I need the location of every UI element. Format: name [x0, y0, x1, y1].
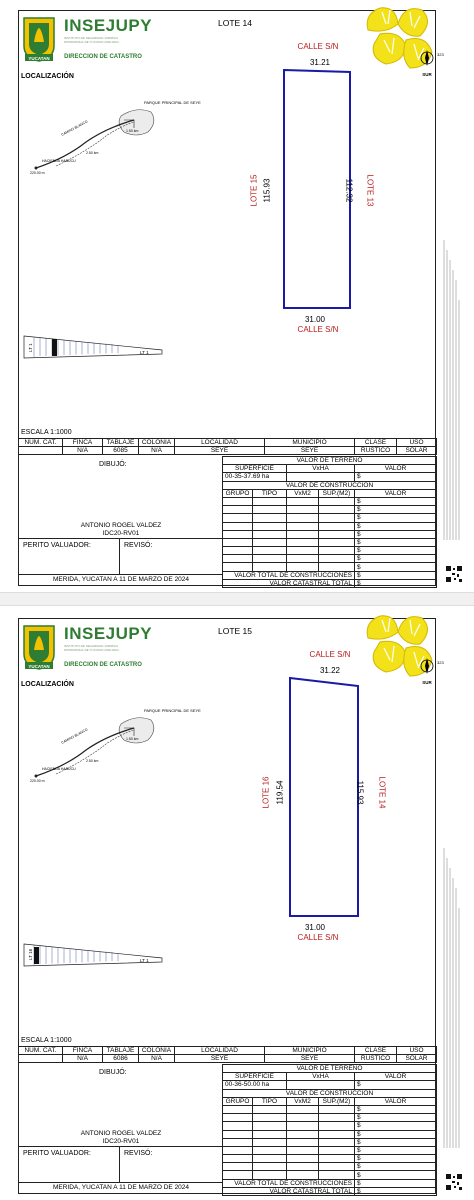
org-subtitle: INSTITUTO DE SEGURIDAD JURIDICA PATRIMONIAL DE YUCATAN 2018-2024 — [64, 644, 119, 652]
total-construcciones-label: VALOR TOTAL DE CONSTRUCCIONES — [223, 571, 355, 579]
issue-date: MERIDA, YUCATAN A 11 DE MARZO DE 2024 — [52, 1184, 190, 1191]
table-cell — [223, 1105, 253, 1113]
svg-text:HACIENDA HABUCU: HACIENDA HABUCU — [42, 767, 76, 771]
table-cell — [319, 1105, 355, 1113]
qr-code-icon — [446, 1174, 462, 1190]
vertical-signature-strip — [440, 648, 462, 1148]
construccion-value: $ — [355, 522, 437, 530]
valor-value: $ — [355, 473, 437, 481]
table-cell — [253, 547, 287, 555]
table-cell — [253, 497, 287, 505]
table-cell — [253, 1105, 287, 1113]
street-bottom-label: CALLE S/N — [297, 933, 339, 942]
org-subtitle: INSTITUTO DE SEGURIDAD JURIDICA PATRIMONIAL DE YUCATAN 2018-2024 — [64, 36, 119, 44]
valor-header: VALOR — [355, 465, 437, 473]
valor-terreno-header: VALOR DE TERRENO — [223, 1065, 437, 1073]
table-cell — [253, 1163, 287, 1171]
drafter-name: ANTONIO ROGEL VALDEZ IDC20-RV01 — [80, 1130, 162, 1145]
table-cell — [223, 1155, 253, 1163]
valor-catastral-label: VALOR CATASTRAL TOTAL — [223, 579, 355, 587]
svg-text:323: 323 — [437, 52, 444, 57]
header-cell: TABLAJE — [103, 439, 139, 447]
construccion-value: $ — [355, 555, 437, 563]
table-cell — [223, 506, 253, 514]
value-cell: SEYE — [175, 1055, 265, 1063]
header-cell: NUM. CAT. — [19, 1047, 63, 1055]
street-top-label: CALLE S/N — [309, 650, 351, 659]
localizacion-label: LOCALIZACIÓN — [21, 73, 74, 80]
lote-right-label: LOTE 14 — [377, 776, 387, 809]
value-cell: N/A — [63, 447, 103, 455]
table-cell — [287, 1114, 319, 1122]
lote-left-label: LOTE 15 — [249, 174, 259, 207]
construccion-value: $ — [355, 1130, 437, 1138]
svg-text:YUCATAN: YUCATAN — [28, 56, 50, 61]
table-cell — [287, 1146, 319, 1154]
table-cell — [287, 1122, 319, 1130]
dimension-left: 119.54 — [275, 780, 285, 805]
construccion-column-header: VALOR — [355, 1097, 437, 1105]
valor-catastral-value: $ — [355, 1187, 437, 1195]
construccion-value: $ — [355, 530, 437, 538]
valuation-table — [222, 456, 437, 588]
dimension-right: 115.93 — [355, 780, 365, 805]
cadastral-sheet-lote-14 — [0, 0, 474, 590]
table-cell — [287, 530, 319, 538]
cadastral-sheet-lote-15 — [0, 608, 474, 1198]
org-department: DIRECCION DE CATASTRO — [64, 54, 142, 60]
table-cell — [287, 555, 319, 563]
dimension-right: 112.32 — [344, 178, 354, 203]
svg-text:220.00 m: 220.00 m — [30, 171, 45, 175]
table-cell — [319, 514, 355, 522]
table-cell — [253, 1122, 287, 1130]
value-cell: 6086 — [103, 1055, 139, 1063]
table-cell — [223, 1138, 253, 1146]
valor-catastral-value: $ — [355, 579, 437, 587]
svg-text:323: 323 — [437, 660, 444, 665]
value-cell — [19, 447, 63, 455]
value-cell: 6085 — [103, 447, 139, 455]
value-cell: SEYE — [265, 1055, 355, 1063]
value-cell: N/A — [63, 1055, 103, 1063]
construccion-value: $ — [355, 1114, 437, 1122]
construccion-column-header: SUP.(M2) — [319, 1097, 355, 1105]
lote-title: LOTE 15 — [217, 626, 253, 636]
svg-text:CAMINO BLANCO: CAMINO BLANCO — [60, 727, 89, 745]
svg-text:SUR: SUR — [422, 680, 432, 685]
construccion-column-header: VxM2 — [287, 489, 319, 497]
table-cell — [287, 1130, 319, 1138]
perito-valuador-label: PERITO VALUADOR: — [23, 542, 91, 549]
header-cell: NUM. CAT. — [19, 439, 63, 447]
table-cell — [223, 547, 253, 555]
table-cell — [223, 538, 253, 546]
construccion-value: $ — [355, 497, 437, 505]
street-bottom-label: CALLE S/N — [297, 325, 339, 334]
construccion-value: $ — [355, 1146, 437, 1154]
construccion-value: $ — [355, 1105, 437, 1113]
valor-construccion-header: VALOR DE CONSTRUCCION — [223, 481, 437, 489]
table-cell — [319, 555, 355, 563]
table-cell — [253, 1130, 287, 1138]
svg-text:LT 16: LT 16 — [28, 948, 33, 960]
table-cell — [223, 1146, 253, 1154]
table-cell — [319, 1146, 355, 1154]
compass-icon — [418, 44, 444, 86]
lote-right-label: LOTE 13 — [365, 174, 375, 207]
page-separator — [0, 592, 474, 606]
dimension-left: 115.93 — [262, 178, 272, 203]
table-cell — [253, 514, 287, 522]
scale-label: ESCALA 1:1000 — [21, 429, 72, 436]
table-cell — [287, 1105, 319, 1113]
table-cell — [319, 522, 355, 530]
table-cell — [287, 497, 319, 505]
table-cell — [319, 506, 355, 514]
value-cell: N/A — [139, 447, 175, 455]
header-cell: CLASE — [355, 439, 397, 447]
svg-text:PARQUE PRINCIPAL DE SEYE: PARQUE PRINCIPAL DE SEYE — [144, 708, 201, 713]
construccion-value: $ — [355, 538, 437, 546]
issue-date: MERIDA, YUCATAN A 11 DE MARZO DE 2024 — [52, 576, 190, 583]
svg-text:LT 1: LT 1 — [140, 958, 149, 963]
table-cell — [223, 1171, 253, 1179]
qr-code-icon — [446, 566, 462, 582]
table-cell — [253, 1138, 287, 1146]
valor-header: VALOR — [355, 1073, 437, 1081]
table-cell — [319, 1114, 355, 1122]
dibujo-label: DIBUJÓ: — [99, 461, 127, 468]
table-cell — [319, 1130, 355, 1138]
superficie-header: SUPERFICIE — [223, 465, 287, 473]
construccion-column-header: VALOR — [355, 489, 437, 497]
cadastral-header-table — [18, 438, 437, 455]
table-cell — [253, 1171, 287, 1179]
table-cell — [287, 522, 319, 530]
construccion-column-header: TIPO — [253, 489, 287, 497]
table-cell — [319, 538, 355, 546]
construccion-value: $ — [355, 1163, 437, 1171]
construccion-value: $ — [355, 1138, 437, 1146]
table-cell — [287, 547, 319, 555]
scale-label: ESCALA 1:1000 — [21, 1037, 72, 1044]
table-cell — [253, 506, 287, 514]
vertical-signature-strip — [440, 40, 462, 540]
table-cell — [319, 1122, 355, 1130]
table-cell — [253, 522, 287, 530]
superficie-header: SUPERFICIE — [223, 1073, 287, 1081]
table-cell — [223, 1114, 253, 1122]
street-top-label: CALLE S/N — [297, 42, 339, 51]
table-cell — [319, 1138, 355, 1146]
value-cell: RUSTICO — [355, 1055, 397, 1063]
valor-catastral-label: VALOR CATASTRAL TOTAL — [223, 1187, 355, 1195]
valor-value: $ — [355, 1081, 437, 1089]
table-cell — [223, 497, 253, 505]
org-name: INSEJUPY — [64, 16, 153, 35]
org-department: DIRECCION DE CATASTRO — [64, 662, 142, 668]
reviso-label: REVISÓ: — [124, 1150, 153, 1157]
table-cell — [319, 1163, 355, 1171]
table-cell — [287, 1163, 319, 1171]
svg-text:2.50 km: 2.50 km — [86, 759, 99, 763]
construccion-value: $ — [355, 1171, 437, 1179]
cadastral-header-table — [18, 1046, 437, 1063]
perito-valuador-label: PERITO VALUADOR: — [23, 1150, 91, 1157]
table-cell — [223, 555, 253, 563]
valuation-table — [222, 1064, 437, 1196]
drafter-name: ANTONIO ROGEL VALDEZ IDC20-RV01 — [80, 522, 162, 537]
compass-icon — [418, 652, 444, 694]
svg-text:LT 1: LT 1 — [28, 343, 33, 352]
org-name: INSEJUPY — [64, 624, 153, 643]
construccion-value: $ — [355, 1155, 437, 1163]
reviso-label: REVISÓ: — [124, 542, 153, 549]
table-cell — [319, 563, 355, 571]
construccion-value: $ — [355, 506, 437, 514]
header-cell: TABLAJE — [103, 1047, 139, 1055]
table-cell — [287, 1155, 319, 1163]
header-cell: COLONIA — [139, 439, 175, 447]
value-cell: SEYE — [175, 447, 265, 455]
header-cell: LOCALIDAD — [175, 1047, 265, 1055]
construccion-column-header: SUP.(M2) — [319, 489, 355, 497]
table-cell — [253, 530, 287, 538]
total-construcciones-value: $ — [355, 571, 437, 579]
svg-text:LT 1: LT 1 — [140, 350, 149, 355]
total-construcciones-value: $ — [355, 1179, 437, 1187]
header-cell: FINCA — [63, 439, 103, 447]
table-cell — [223, 1163, 253, 1171]
table-cell — [253, 1155, 287, 1163]
header-cell: USO — [397, 1047, 437, 1055]
superficie-value: 00-35-37.69 ha — [223, 473, 287, 481]
header-cell: MUNICIPIO — [265, 1047, 355, 1055]
lote-left-label: LOTE 16 — [261, 776, 271, 809]
lote-title: LOTE 14 — [217, 18, 253, 28]
value-cell — [19, 1055, 63, 1063]
construccion-value: $ — [355, 563, 437, 571]
svg-text:HACIENDA HABUCU: HACIENDA HABUCU — [42, 159, 76, 163]
table-cell — [319, 1171, 355, 1179]
lot-strip-diagram — [22, 940, 172, 968]
construccion-column-header: TIPO — [253, 1097, 287, 1105]
header-cell: FINCA — [63, 1047, 103, 1055]
lot-strip-diagram — [22, 332, 172, 360]
construccion-value: $ — [355, 514, 437, 522]
table-cell — [319, 547, 355, 555]
svg-text:1.50 km: 1.50 km — [126, 737, 139, 741]
table-cell — [319, 497, 355, 505]
dibujo-label: DIBUJÓ: — [99, 1069, 127, 1076]
value-cell: SOLAR — [397, 1055, 437, 1063]
table-cell — [223, 563, 253, 571]
table-cell — [253, 538, 287, 546]
location-map — [26, 706, 201, 786]
dimension-top: 31.21 — [309, 58, 331, 67]
value-cell: RUSTICO — [355, 447, 397, 455]
svg-text:1.50 km: 1.50 km — [126, 129, 139, 133]
yucatan-shield-icon — [22, 624, 56, 670]
table-cell — [253, 1114, 287, 1122]
svg-text:220.00 m: 220.00 m — [30, 779, 45, 783]
table-cell — [287, 1171, 319, 1179]
table-cell — [253, 1146, 287, 1154]
vxha-value — [287, 1081, 355, 1089]
table-cell — [253, 555, 287, 563]
vxha-value — [287, 473, 355, 481]
vxha-header: VxHA — [287, 1073, 355, 1081]
vxha-header: VxHA — [287, 465, 355, 473]
svg-text:CAMINO BLANCO: CAMINO BLANCO — [60, 119, 89, 137]
svg-text:SUR: SUR — [422, 72, 432, 77]
table-cell — [223, 522, 253, 530]
total-construcciones-label: VALOR TOTAL DE CONSTRUCCIONES — [223, 1179, 355, 1187]
localizacion-label: LOCALIZACIÓN — [21, 681, 74, 688]
table-cell — [253, 563, 287, 571]
svg-text:YUCATAN: YUCATAN — [28, 664, 50, 669]
dimension-top: 31.22 — [319, 666, 341, 675]
table-cell — [287, 506, 319, 514]
table-cell — [319, 1155, 355, 1163]
svg-text:PARQUE PRINCIPAL DE SEYE: PARQUE PRINCIPAL DE SEYE — [144, 100, 201, 105]
header-cell: LOCALIDAD — [175, 439, 265, 447]
header-cell: USO — [397, 439, 437, 447]
table-cell — [287, 538, 319, 546]
value-cell: SEYE — [265, 447, 355, 455]
valor-terreno-header: VALOR DE TERRENO — [223, 457, 437, 465]
table-cell — [287, 514, 319, 522]
table-cell — [319, 530, 355, 538]
location-map — [26, 98, 201, 178]
value-cell: SOLAR — [397, 447, 437, 455]
dimension-bottom: 31.00 — [304, 315, 326, 324]
table-cell — [223, 514, 253, 522]
svg-text:2.50 km: 2.50 km — [86, 151, 99, 155]
table-cell — [287, 1138, 319, 1146]
header-cell: MUNICIPIO — [265, 439, 355, 447]
superficie-value: 00-36-50.00 ha — [223, 1081, 287, 1089]
table-cell — [287, 563, 319, 571]
value-cell: N/A — [139, 1055, 175, 1063]
table-cell — [223, 1130, 253, 1138]
header-cell: CLASE — [355, 1047, 397, 1055]
construccion-column-header: GRUPO — [223, 1097, 253, 1105]
table-cell — [223, 530, 253, 538]
construccion-value: $ — [355, 547, 437, 555]
yucatan-shield-icon — [22, 16, 56, 62]
valor-construccion-header: VALOR DE CONSTRUCCION — [223, 1089, 437, 1097]
header-cell: COLONIA — [139, 1047, 175, 1055]
construccion-column-header: VxM2 — [287, 1097, 319, 1105]
construccion-column-header: GRUPO — [223, 489, 253, 497]
construccion-value: $ — [355, 1122, 437, 1130]
table-cell — [223, 1122, 253, 1130]
dimension-bottom: 31.00 — [304, 923, 326, 932]
